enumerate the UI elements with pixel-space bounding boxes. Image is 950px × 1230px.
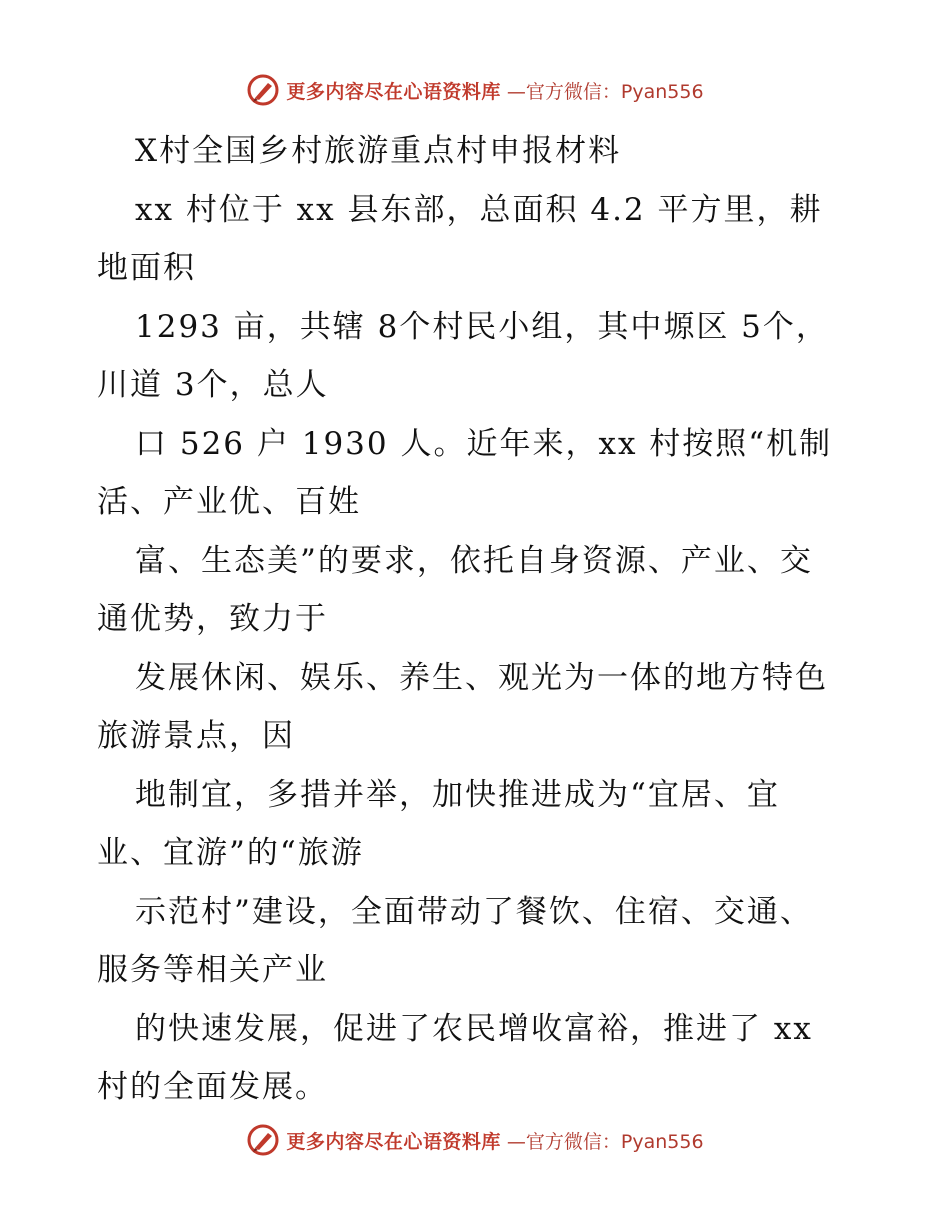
text-line: 示范村”建设，全面带动了餐饮、住宿、交通、: [135, 893, 813, 930]
text-line: 业、宜游”的“旅游: [97, 835, 364, 871]
text-line: 村的全面发展。: [97, 1069, 328, 1105]
banner-main-text: 更多内容尽在心语资料库: [286, 1130, 501, 1153]
text-line: 口 526 户 1930 人。近年来，xx 村按照“机制: [135, 425, 833, 462]
text-line: 川道 3个，总人: [97, 367, 329, 403]
text-line: 地制宜，多措并举，加快推进成为“宜居、宜: [135, 776, 780, 813]
footer-watermark-banner: [0, 1120, 950, 1160]
text-line: 活、产业优、百姓: [97, 484, 361, 520]
banner-contact-text: —官方微信：Pyan556: [506, 80, 704, 103]
document-title: X村全国乡村旅游重点村申报材料: [135, 133, 622, 169]
text-line: 1293 亩，共辖 8个村民小组，其中塬区 5个，: [135, 308, 829, 345]
banner-main-text: 更多内容尽在心语资料库: [286, 80, 501, 103]
pen-nib-logo-icon: [246, 1123, 280, 1157]
text-line: 服务等相关产业: [97, 952, 328, 988]
text-line: 富、生态美”的要求，依托自身资源、产业、交: [135, 542, 813, 579]
document-body: [97, 122, 857, 1117]
text-line: 的快速发展，促进了农民增收富裕，推进了 xx: [135, 1010, 813, 1047]
text-line: 旅游景点，因: [97, 718, 295, 754]
text-line: xx 村位于 xx 县东部，总面积 4.2 平方里，耕: [135, 191, 823, 228]
header-watermark-banner: [0, 70, 950, 110]
banner-contact-text: —官方微信：Pyan556: [506, 1130, 704, 1153]
pen-nib-logo-icon: [246, 73, 280, 107]
text-line: 发展休闲、娱乐、养生、观光为一体的地方特色: [135, 659, 828, 696]
text-line: 通优势，致力于: [97, 601, 328, 637]
text-line: 地面积: [97, 250, 196, 286]
